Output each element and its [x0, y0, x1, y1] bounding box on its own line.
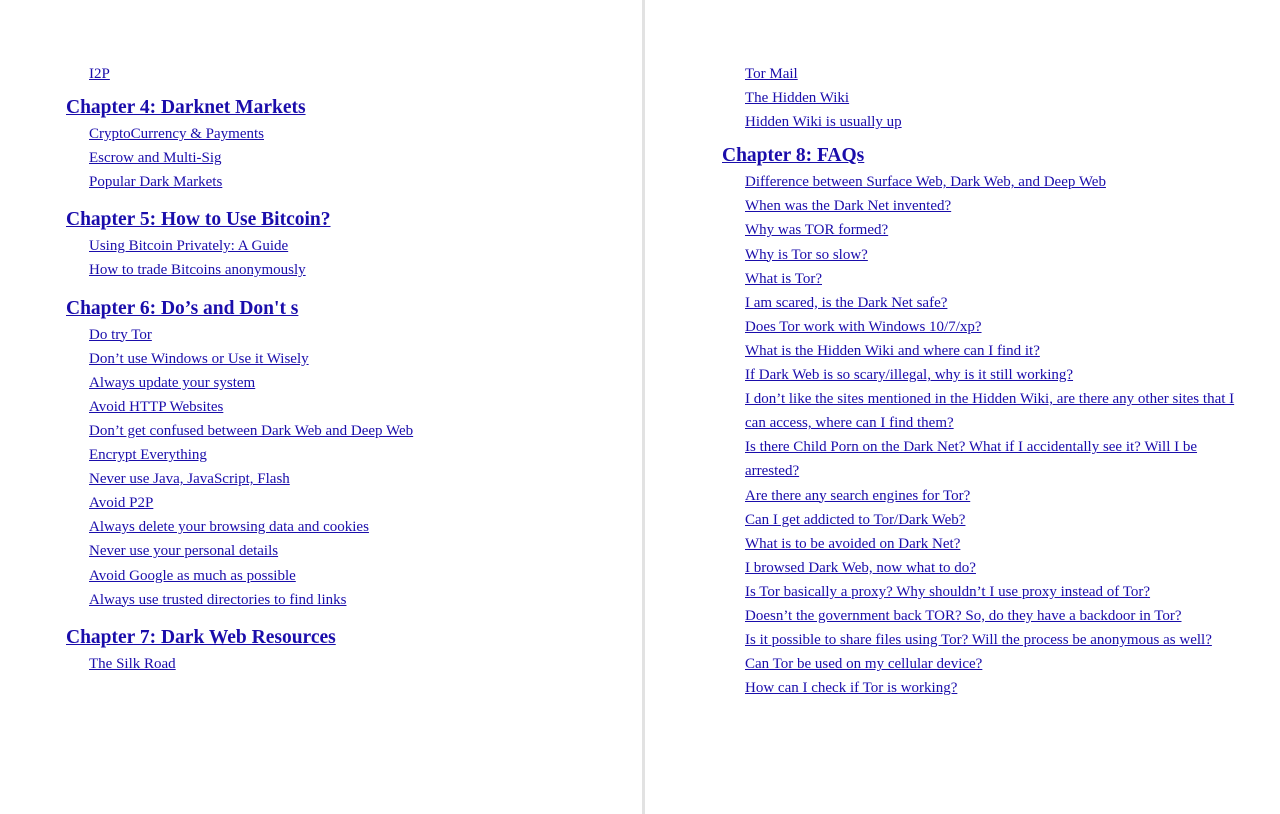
toc-link-what-is-the-hidden-wiki-and-where-can-i-[interactable]: What is the Hidden Wiki and where can I find it? [745, 342, 1040, 359]
toc-link-i-don-t-like-the-sites-mentioned-in-the-[interactable]: I don’t like the sites mentioned in the Hidden Wiki, are there any other sites that I can access, where can I find them? [745, 391, 1235, 432]
toc-link-avoid-google-as-much-as-possible[interactable]: Avoid Google as much as possible [89, 567, 296, 584]
toc-link-hidden-wiki-is-usually-up[interactable]: Hidden Wiki is usually up [745, 114, 902, 131]
chapter-heading-chapter-7-dark-web-resources[interactable]: Chapter 7: Dark Web Resources [66, 626, 336, 648]
toc-link-is-there-child-porn-on-the-dark-net-what[interactable]: Is there Child Porn on the Dark Net? What if I accidentally see it? Will I be arrested? [745, 439, 1198, 480]
toc-link-the-silk-road[interactable]: The Silk Road [89, 655, 176, 672]
toc-link-can-tor-be-used-on-my-cellular-device[interactable]: Can Tor be used on my cellular device? [745, 656, 983, 673]
chapter-heading-chapter-5-how-to-use-bitcoin[interactable]: Chapter 5: How to Use Bitcoin? [66, 209, 331, 231]
toc-link-i-browsed-dark-web-now-what-to-do[interactable]: I browsed Dark Web, now what to do? [745, 559, 976, 576]
toc-link-is-it-possible-to-share-files-using-tor-[interactable]: Is it possible to share files using Tor? Will the process be anonymous as well? [745, 632, 1212, 649]
toc-link-don-t-get-confused-between-dark-web-and-[interactable]: Don’t get confused between Dark Web and Deep Web [89, 422, 414, 439]
toc-link-are-there-any-search-engines-for-tor[interactable]: Are there any search engines for Tor? [745, 487, 971, 504]
toc-link-why-is-tor-so-slow[interactable]: Why is Tor so slow? [745, 246, 868, 263]
toc-link-how-can-i-check-if-tor-is-working[interactable]: How can I check if Tor is working? [745, 680, 958, 697]
toc-link-if-dark-web-is-so-scary-illegal-why-is-i[interactable]: If Dark Web is so scary/illegal, why is it still working? [745, 367, 1074, 384]
toc-link-never-use-your-personal-details[interactable]: Never use your personal details [89, 543, 279, 560]
chapter-heading-chapter-4-darknet-markets[interactable]: Chapter 4: Darknet Markets [66, 97, 306, 119]
toc-link-the-hidden-wiki[interactable]: The Hidden Wiki [745, 90, 850, 107]
toc-link-doesn-t-the-government-back-tor-so-do-th[interactable]: Doesn’t the government back TOR? So, do they have a backdoor in Tor? [745, 607, 1182, 624]
toc-link-encrypt-everything[interactable]: Encrypt Everything [89, 447, 207, 464]
toc-link-cryptocurrency-payments[interactable]: CryptoCurrency & Payments [89, 126, 264, 143]
right-page [645, 0, 1280, 814]
toc-link-do-try-tor[interactable]: Do try Tor [89, 326, 152, 343]
toc-link-tor-mail[interactable]: Tor Mail [745, 66, 798, 82]
toc-link-using-bitcoin-privately-a-guide[interactable]: Using Bitcoin Privately: A Guide [89, 238, 289, 255]
toc-link-what-is-to-be-avoided-on-dark-net[interactable]: What is to be avoided on Dark Net? [745, 535, 961, 552]
toc-link-does-tor-work-with-windows-10-7-xp[interactable]: Does Tor work with Windows 10/7/xp? [745, 318, 982, 335]
toc-link-i-am-scared-is-the-dark-net-safe[interactable]: I am scared, is the Dark Net safe? [745, 294, 948, 311]
chapter-heading-chapter-8-faqs[interactable]: Chapter 8: FAQs [722, 145, 865, 167]
toc-link-avoid-http-websites[interactable]: Avoid HTTP Websites [89, 398, 224, 415]
toc-link-popular-dark-markets[interactable]: Popular Dark Markets [89, 174, 223, 191]
toc-link-always-update-your-system[interactable]: Always update your system [89, 374, 256, 391]
toc-link-can-i-get-addicted-to-tor-dark-web[interactable]: Can I get addicted to Tor/Dark Web? [745, 511, 966, 528]
toc-link-difference-between-surface-web-dark-web-[interactable]: Difference between Surface Web, Dark Web, and Deep Web [745, 174, 1106, 191]
toc-link-how-to-trade-bitcoins-anonymously[interactable]: How to trade Bitcoins anonymously [89, 262, 306, 279]
toc-link-never-use-java-javascript-flash[interactable]: Never use Java, JavaScript, Flash [89, 471, 290, 488]
chapter-heading-chapter-6-do-s-and-don-t-s[interactable]: Chapter 6: Do’s and Don't s [66, 297, 299, 319]
toc-link-what-is-tor[interactable]: What is Tor? [745, 270, 822, 287]
toc-link-when-was-the-dark-net-invented[interactable]: When was the Dark Net invented? [745, 198, 952, 215]
toc-link-why-was-tor-formed[interactable]: Why was TOR formed? [745, 222, 889, 239]
toc-right-column [722, 62, 1242, 700]
toc-link-i2p[interactable]: I2P [89, 66, 110, 82]
toc-link-always-use-trusted-directories-to-find-l[interactable]: Always use trusted directories to find links [89, 591, 347, 608]
toc-link-always-delete-your-browsing-data-and-coo[interactable]: Always delete your browsing data and cookies [89, 519, 369, 536]
toc-left-column [66, 62, 626, 676]
toc-link-is-tor-basically-a-proxy-why-shouldn-t-i[interactable]: Is Tor basically a proxy? Why shouldn’t I use proxy instead of Tor? [745, 583, 1151, 600]
toc-link-don-t-use-windows-or-use-it-wisely[interactable]: Don’t use Windows or Use it Wisely [89, 350, 309, 367]
toc-link-escrow-and-multi-sig[interactable]: Escrow and Multi-Sig [89, 150, 222, 167]
toc-link-avoid-p2p[interactable]: Avoid P2P [89, 495, 154, 512]
